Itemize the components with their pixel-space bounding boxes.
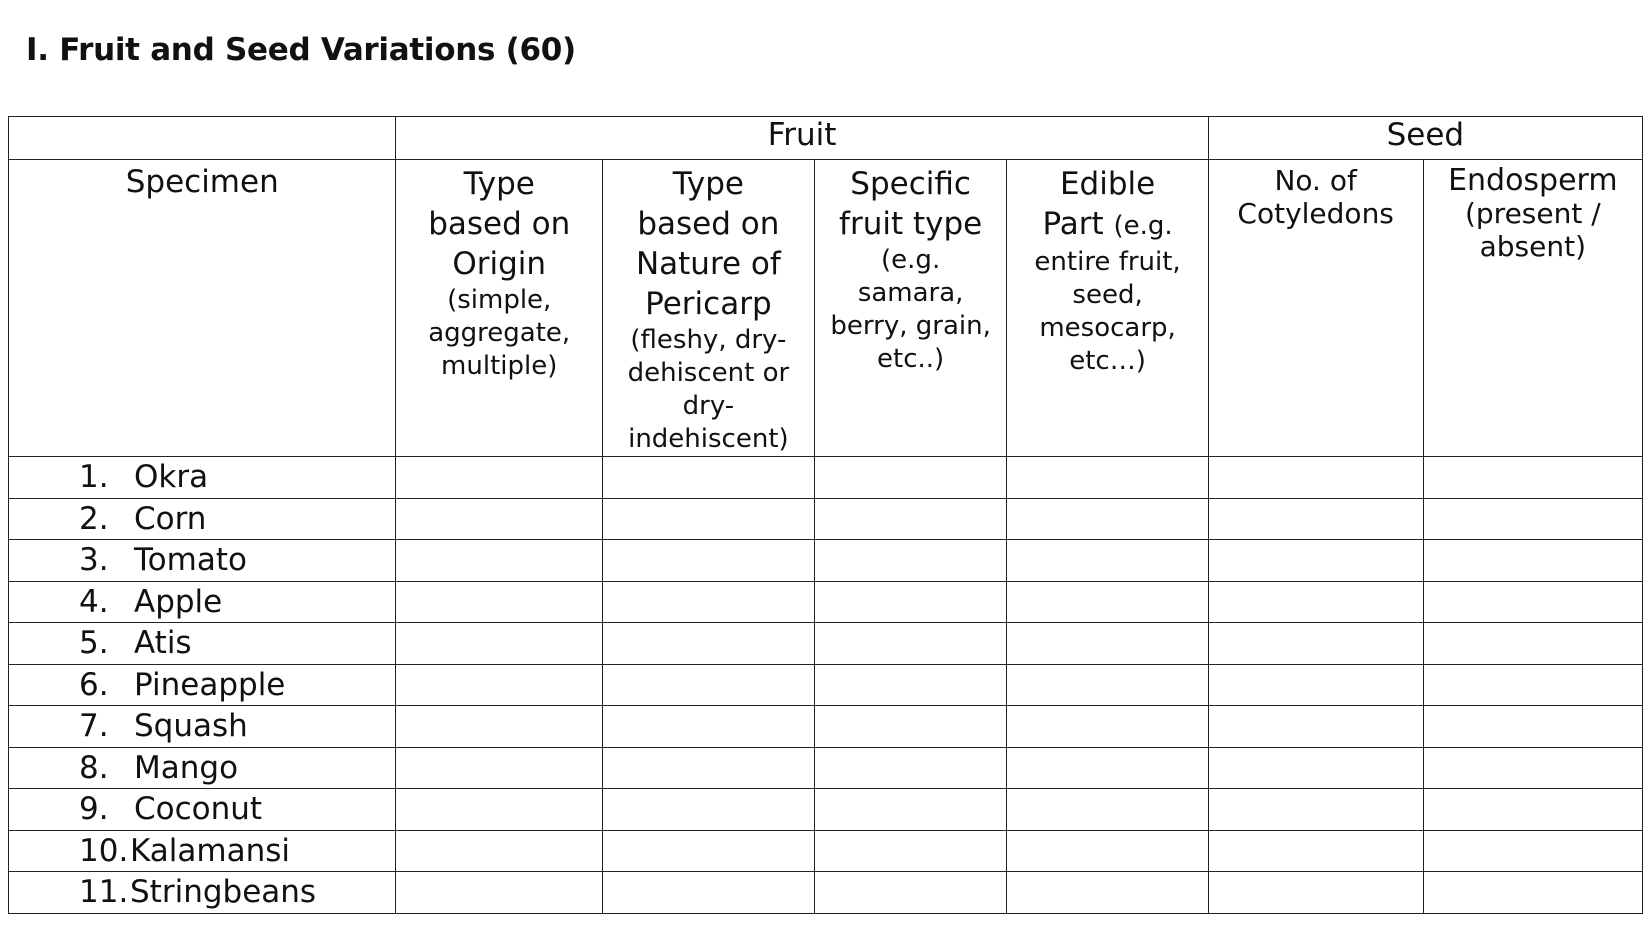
- pericarp-header-line: Pericarp: [645, 286, 772, 322]
- pericarp-header-note: indehiscent): [628, 424, 789, 454]
- pericarp-header-note: dehiscent or: [627, 358, 790, 388]
- answer-cell[interactable]: [1007, 830, 1208, 872]
- answer-cell[interactable]: [814, 623, 1007, 665]
- answer-cell[interactable]: [1208, 664, 1423, 706]
- answer-cell[interactable]: [602, 872, 814, 914]
- answer-cell[interactable]: [1007, 872, 1208, 914]
- specimen-name: Kalamansi: [130, 832, 290, 869]
- answer-cell[interactable]: [602, 830, 814, 872]
- answer-cell[interactable]: [1007, 623, 1208, 665]
- pericarp-header-note: dry-: [682, 391, 735, 421]
- specimen-cell: [9, 706, 396, 748]
- answer-cell[interactable]: [602, 664, 814, 706]
- specific-header-note: berry, grain,: [830, 311, 991, 341]
- endosperm-header-note: absent): [1479, 230, 1587, 263]
- specimen-name: Corn: [134, 500, 207, 537]
- answer-cell[interactable]: [1423, 706, 1642, 748]
- answer-cell[interactable]: [396, 747, 603, 789]
- answer-cell[interactable]: [396, 664, 603, 706]
- specimen-name: Mango: [134, 749, 239, 786]
- pericarp-header-note: (fleshy, dry-: [630, 325, 787, 355]
- answer-cell[interactable]: [396, 457, 603, 499]
- answer-cell[interactable]: [1423, 498, 1642, 540]
- cotyledons-header-line: Cotyledons: [1237, 197, 1394, 230]
- answer-cell[interactable]: [1007, 747, 1208, 789]
- table-row: [9, 498, 1643, 540]
- table-row: [9, 706, 1643, 748]
- answer-cell[interactable]: [814, 540, 1007, 582]
- answer-cell[interactable]: [1208, 872, 1423, 914]
- origin-header-note: aggregate,: [428, 318, 571, 348]
- cotyledons-header: [1208, 160, 1423, 457]
- specimen-number: 7.: [79, 708, 109, 745]
- answer-cell[interactable]: [1208, 540, 1423, 582]
- specimen-header: [9, 160, 396, 457]
- edible-header-eg: (e.g.: [1113, 211, 1173, 241]
- answer-cell[interactable]: [396, 498, 603, 540]
- answer-cell[interactable]: [1423, 457, 1642, 499]
- answer-cell[interactable]: [396, 789, 603, 831]
- answer-cell[interactable]: [1208, 789, 1423, 831]
- edible-header-line-part: [1007, 204, 1207, 246]
- answer-cell[interactable]: [1208, 457, 1423, 499]
- endosperm-header: [1423, 160, 1642, 457]
- specific-header-line: fruit type: [839, 206, 983, 242]
- pericarp-type-header: [602, 160, 814, 457]
- origin-header-note: (simple,: [447, 285, 552, 315]
- specimen-number: 3.: [79, 542, 109, 579]
- specific-header-line: Specific: [850, 166, 971, 202]
- answer-cell[interactable]: [1208, 747, 1423, 789]
- specific-header-note: etc..): [877, 344, 945, 374]
- answer-cell[interactable]: [814, 747, 1007, 789]
- answer-cell[interactable]: [1423, 623, 1642, 665]
- edible-header-part: Part: [1042, 206, 1104, 242]
- specimen-number: 6.: [79, 666, 109, 703]
- answer-cell[interactable]: [1208, 623, 1423, 665]
- origin-header-line: Origin: [452, 246, 547, 282]
- origin-header-note: multiple): [441, 351, 558, 381]
- specimen-number: 1.: [79, 459, 109, 496]
- specimen-cell: [9, 498, 396, 540]
- empty-corner-cell: [9, 117, 396, 160]
- group-header-row: [9, 117, 1643, 160]
- specimen-cell: [9, 789, 396, 831]
- answer-cell[interactable]: [814, 789, 1007, 831]
- specimen-rows: [9, 457, 1643, 914]
- pericarp-header-line: based on: [637, 206, 780, 242]
- specimen-name: Atis: [134, 625, 192, 662]
- table-row: [9, 747, 1643, 789]
- answer-cell[interactable]: [814, 457, 1007, 499]
- answer-cell[interactable]: [396, 830, 603, 872]
- table-row: [9, 457, 1643, 499]
- answer-cell[interactable]: [1007, 457, 1208, 499]
- edible-part-header: [1007, 160, 1208, 457]
- specimen-name: Apple: [134, 583, 223, 620]
- answer-cell[interactable]: [1007, 789, 1208, 831]
- specimen-number: 8.: [79, 749, 109, 786]
- specimen-cell: [9, 830, 396, 872]
- specimen-header-label: Specimen: [125, 164, 279, 200]
- specimen-number: 2.: [79, 500, 109, 537]
- answer-cell[interactable]: [602, 789, 814, 831]
- endosperm-header-line: Endosperm: [1448, 163, 1618, 198]
- answer-cell[interactable]: [602, 457, 814, 499]
- specimen-cell: [9, 664, 396, 706]
- answer-cell[interactable]: [602, 540, 814, 582]
- answer-cell[interactable]: [396, 581, 603, 623]
- specimen-number: 9.: [79, 791, 109, 828]
- answer-cell[interactable]: [602, 581, 814, 623]
- specimen-cell: [9, 581, 396, 623]
- answer-cell[interactable]: [1423, 747, 1642, 789]
- answer-cell[interactable]: [602, 747, 814, 789]
- answer-cell[interactable]: [1423, 540, 1642, 582]
- origin-header-line: Type: [463, 166, 535, 202]
- answer-cell[interactable]: [1007, 581, 1208, 623]
- edible-header-note: etc…): [1069, 346, 1146, 376]
- answer-cell[interactable]: [1007, 540, 1208, 582]
- table-row: [9, 664, 1643, 706]
- answer-cell[interactable]: [602, 498, 814, 540]
- specimen-name: Squash: [134, 708, 248, 745]
- page-title: I. Fruit and Seed Variations (60): [26, 32, 576, 68]
- answer-cell[interactable]: [814, 706, 1007, 748]
- endosperm-header-note: (present /: [1464, 197, 1601, 230]
- fruit-seed-table: [8, 116, 1643, 914]
- specimen-cell: [9, 540, 396, 582]
- edible-header-note: seed,: [1072, 280, 1143, 310]
- answer-cell[interactable]: [396, 540, 603, 582]
- specimen-name: Coconut: [134, 791, 263, 828]
- answer-cell[interactable]: [1007, 664, 1208, 706]
- answer-cell[interactable]: [814, 498, 1007, 540]
- edible-header-note: entire fruit,: [1034, 247, 1181, 277]
- specimen-number: 10.: [79, 832, 129, 869]
- answer-cell[interactable]: [814, 664, 1007, 706]
- specific-fruit-type-header: [814, 160, 1007, 457]
- answer-cell[interactable]: [396, 623, 603, 665]
- table-row: [9, 789, 1643, 831]
- specimen-cell: [9, 457, 396, 499]
- answer-cell[interactable]: [1423, 664, 1642, 706]
- pericarp-header-line: Nature of: [635, 246, 781, 282]
- table-row: [9, 872, 1643, 914]
- answer-cell[interactable]: [396, 872, 603, 914]
- answer-cell[interactable]: [396, 706, 603, 748]
- specimen-number: 4.: [79, 583, 109, 620]
- specimen-name: Stringbeans: [130, 874, 317, 911]
- specific-header-note: (e.g.: [881, 245, 941, 275]
- table-row: [9, 830, 1643, 872]
- edible-header-line: Edible: [1059, 166, 1156, 202]
- answer-cell[interactable]: [1423, 830, 1642, 872]
- origin-header-line: based on: [428, 206, 571, 242]
- answer-cell[interactable]: [1208, 706, 1423, 748]
- specimen-name: Tomato: [134, 542, 247, 579]
- specimen-name: Okra: [134, 459, 209, 496]
- table-row: [9, 540, 1643, 582]
- fruit-group-header: Fruit: [396, 117, 1208, 160]
- answer-cell[interactable]: [1423, 872, 1642, 914]
- answer-cell[interactable]: [1208, 581, 1423, 623]
- pericarp-header-line: Type: [672, 166, 744, 202]
- answer-cell[interactable]: [602, 623, 814, 665]
- specimen-cell: [9, 872, 396, 914]
- specimen-name: Pineapple: [134, 666, 286, 703]
- answer-cell[interactable]: [814, 830, 1007, 872]
- answer-cell[interactable]: [1007, 706, 1208, 748]
- specimen-number: 11.: [79, 874, 129, 911]
- answer-cell[interactable]: [1208, 830, 1423, 872]
- answer-cell[interactable]: [814, 872, 1007, 914]
- specimen-cell: [9, 623, 396, 665]
- specimen-cell: [9, 747, 396, 789]
- origin-type-header: [396, 160, 603, 457]
- seed-group-header: Seed: [1208, 117, 1642, 160]
- answer-cell[interactable]: [602, 706, 814, 748]
- edible-header-note: mesocarp,: [1039, 313, 1176, 343]
- answer-cell[interactable]: [1423, 789, 1642, 831]
- answer-cell[interactable]: [814, 581, 1007, 623]
- cotyledons-header-line: No. of: [1274, 164, 1357, 197]
- specific-header-note: samara,: [857, 278, 964, 308]
- table-row: [9, 623, 1643, 665]
- answer-cell[interactable]: [1423, 581, 1642, 623]
- answer-cell[interactable]: [1007, 498, 1208, 540]
- table-row: [9, 581, 1643, 623]
- answer-cell[interactable]: [1208, 498, 1423, 540]
- column-header-row: [9, 160, 1643, 457]
- specimen-number: 5.: [79, 625, 109, 662]
